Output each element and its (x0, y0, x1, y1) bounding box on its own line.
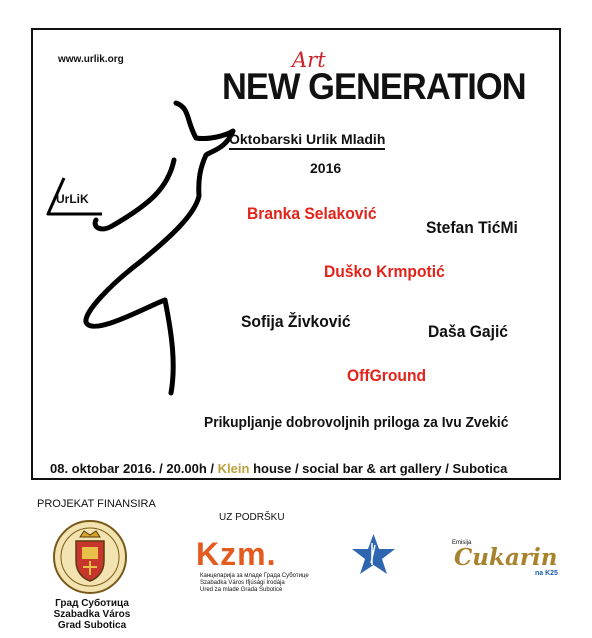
kzm-caption-line-2: Szabadka Város Ifjúsági Irodája (200, 580, 285, 586)
event-date-time: 08. oktobar 2016. / 20.00h / (50, 461, 218, 476)
donation-note: Prikupljanje dobrovoljnih priloga za Ivu Zvekić (204, 414, 509, 431)
performer-offground: OffGround (347, 366, 427, 385)
city-caption-latin: Grad Subotica (57, 620, 127, 631)
financed-by-label: PROJEKAT FINANSIRA (37, 498, 156, 510)
performer-sofija: Sofija Živković (241, 312, 351, 331)
poster-year: 2016 (310, 160, 342, 176)
city-caption (38, 598, 146, 631)
k25-channel-label: na K25 (535, 570, 558, 577)
city-caption-cyrillic: Град Суботица (55, 598, 129, 609)
emisija-label: Emisija (452, 540, 472, 546)
kzm-logo: Kzm. (196, 536, 277, 572)
kzm-caption (200, 573, 310, 594)
blue-star-logo-icon (351, 533, 396, 575)
event-details (50, 461, 507, 476)
supported-by-label: UZ PODRŠKU (219, 512, 285, 523)
urlik-logo-text: UrLiK (56, 192, 89, 206)
urlik-logo (42, 172, 122, 232)
website-url: www.urlik.org (58, 54, 124, 65)
poster-title: NEW GENERATION (222, 66, 526, 107)
event-venue: house / social bar & art gallery / Subotica (249, 461, 508, 476)
performer-dasa: Daša Gajić (428, 322, 508, 341)
event-venue-highlight: Klein (217, 461, 250, 476)
city-caption-hungarian: Szabadka Város (53, 609, 131, 620)
performer-stefan: Stefan TićMi (426, 218, 518, 237)
kzm-caption-line-1: Канцеларија за младе Града Суботице (200, 573, 309, 579)
art-overlay-text: Art (292, 48, 326, 72)
performer-branka: Branka Selaković (247, 204, 377, 223)
cukarin-logo: Cukarin (454, 544, 558, 571)
poster-subtitle: Oktobarski Urlik Mladih (229, 131, 385, 150)
subotica-coat-of-arms-icon (52, 517, 128, 597)
kzm-caption-line-3: Ured za mlade Grada Subotice (200, 587, 283, 593)
performer-dusko: Duško Krmpotić (324, 262, 445, 281)
